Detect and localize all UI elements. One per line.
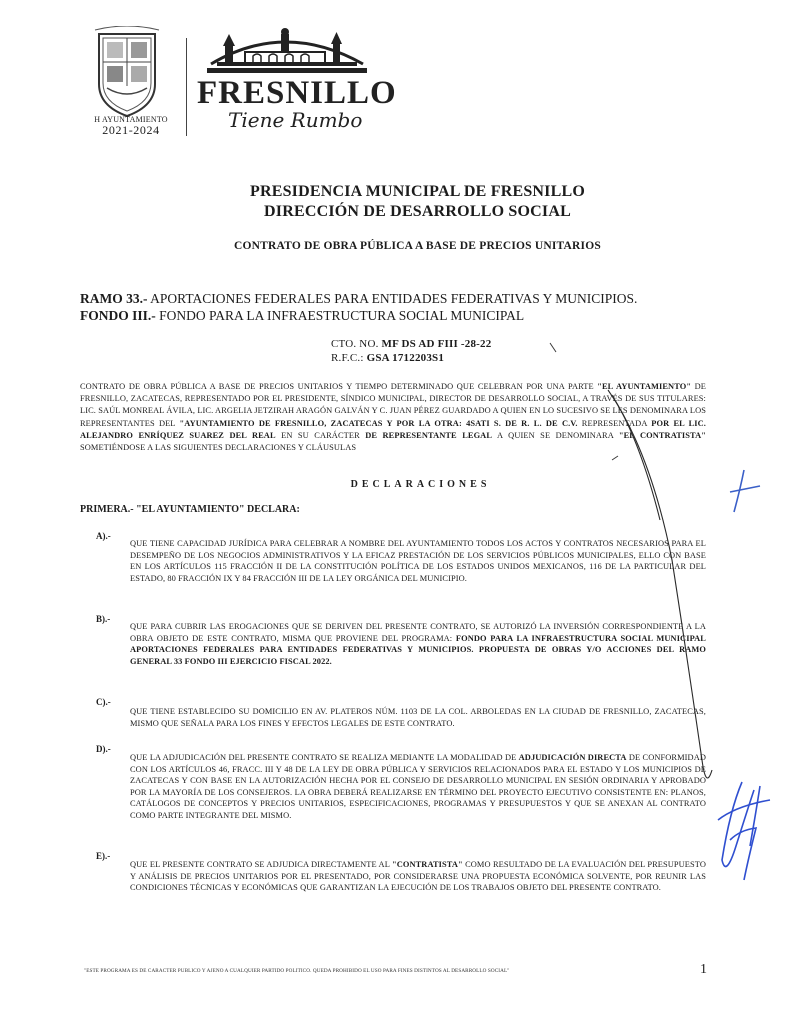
item-d-letter: D).- <box>96 744 111 754</box>
intro-bold-1: "EL AYUNTAMIENTO" <box>597 382 692 391</box>
title-line-2: DIRECCIÓN DE DESARROLLO SOCIAL <box>264 203 571 220</box>
item-d-plain-1: QUE LA ADJUDICACIÓN DEL PRESENTE CONTRATO SE REALIZA MEDIANTE LA MODALIDAD DE <box>130 753 519 762</box>
signature-blue-top <box>730 470 760 512</box>
item-e-plain-1: QUE EL PRESENTE CONTRATO SE ADJUDICA DIRECTAMENTE AL <box>130 860 392 869</box>
item-b-letter: B).- <box>96 614 111 624</box>
item-e-letter: E).- <box>96 851 111 861</box>
item-b-bold: FONDO PARA LA INFRAESTRUCTURA SOCIAL MUNICIPAL APORTACIONES FEDERALES PARA ENTIDADES FEDERATIVAS Y MUNICIPIOS. PROPUESTA DE OBRAS Y/O ACCIONES DEL RAMO GENERAL 33 FONDO III EJERCICIO FISCAL 2022. <box>130 633 706 666</box>
item-e-text <box>130 859 706 894</box>
intro-paragraph <box>80 381 706 454</box>
contract-type-title: CONTRATO DE OBRA PÚBLICA A BASE DE PRECIOS UNITARIOS <box>234 240 601 252</box>
ayuntamiento-text: H AYUNTAMIENTO <box>94 115 168 124</box>
ramo-text: APORTACIONES FEDERALES PARA ENTIDADES FEDERATIVAS Y MUNICIPIOS. <box>147 291 638 306</box>
fondo-line <box>80 307 637 324</box>
intro-bold-4: DE REPRESENTANTE LEGAL <box>365 430 493 440</box>
item-b-text <box>130 621 706 667</box>
footer-disclaimer: "ESTE PROGRAMA ES DE CARACTER PUBLICO Y AJENO A CUALQUIER PARTIDO POLITICO. QUEDA PROHIBIDO EL USO PARA FINES DISTINTOS AL DESARROLLO SOCIAL" <box>84 968 510 974</box>
contract-rfc <box>331 351 491 365</box>
signature-blue-bottom <box>718 782 770 880</box>
intro-text-1: CONTRATO DE OBRA PÚBLICA A BASE DE PRECIOS UNITARIOS Y TIEMPO DETERMINADO QUE CELEBRAN POR UNA PARTE <box>80 382 598 391</box>
ramo-line <box>80 290 637 307</box>
intro-text-4: EN SU CARÁCTER <box>275 430 366 440</box>
intro-bold-2: "AYUNTAMIENTO DE FRESNILLO, ZACATECAS Y POR LA OTRA: 4SATI S. DE R. L. DE C.V. <box>179 418 578 428</box>
ramo-label: RAMO 33.- <box>80 291 148 306</box>
item-a-letter: A).- <box>96 531 111 541</box>
intro-text-5: A QUIEN SE DENOMINARA <box>492 430 619 440</box>
header-divider <box>186 38 187 136</box>
contract-number <box>331 337 491 351</box>
rfc-value: GSA 1712203S1 <box>366 352 445 364</box>
rfc-label: R.F.C.: <box>331 352 367 364</box>
fondo-text: FONDO PARA LA INFRAESTRUCTURA SOCIAL MUNICIPAL <box>155 308 525 323</box>
item-d-text <box>130 752 706 822</box>
intro-text-6: SOMETIÉNDOSE A LAS SIGUIENTES DECLARACIONES Y CLÁUSULAS <box>80 443 357 453</box>
ramo-block <box>80 290 637 324</box>
ayuntamiento-years: 2021-2024 <box>102 123 160 137</box>
page-number: 1 <box>700 962 707 977</box>
brand-name: FRESNILLO <box>197 75 397 111</box>
intro-text-2: DE FRESNILLO, ZACATECAS, REPRESENTADO POR EL PRESIDENTE, SÍNDICO MUNICIPAL, DIRECTOR DE DESARROLLO SOCIAL, A TRAVÉS DE SUS TITULARES: LIC. SAÚL MONREAL ÁVILA, LIC. ARGELIA JETZIRAH ARAGÓN GALVÁN Y C. JUAN PÉREZ GUARDADO A QUIEN EN LO SUCESIVO SE LES DENOMINARA LOS REPRESENTANTES DEL <box>80 382 706 428</box>
title-line-1: PRESIDENCIA MUNICIPAL DE FRESNILLO <box>249 183 585 200</box>
item-c-letter: C).- <box>96 697 111 707</box>
intro-text-3: REPRESENTADA <box>577 418 652 428</box>
primera-heading: PRIMERA.- "EL AYUNTAMIENTO" DECLARA: <box>80 504 300 515</box>
item-e-plain-2: COMO RESULTADO DE LA EVALUACIÓN DEL PRESUPUESTO Y ANÁLISIS DE PRECIOS UNITARIOS POR EL PRESENTADO, POR CONSIDERARSE UNA PROPUESTA ECONÓMICA SOLVENTE, POR REUNIR LAS CONDICIONES TÉCNICAS Y ECONÓMICAS QUE GARANTIZAN LA EJECUCIÓN DE LOS TRABAJOS OBJETO DEL PRESENTE CONTRATO. <box>130 860 706 893</box>
contract-ids <box>331 337 491 365</box>
cto-value: MF DS AD FIII -28-22 <box>381 338 492 350</box>
intro-bold-5: "EL CONTRATISTA" <box>618 430 706 440</box>
ayuntamiento-label <box>78 115 184 136</box>
cto-label: CTO. NO. <box>331 338 382 350</box>
fondo-label: FONDO III.- <box>80 308 156 323</box>
item-e-bold: "CONTRATISTA" <box>391 860 463 869</box>
brand-slogan: Tiene Rumbo <box>228 108 363 132</box>
item-d-plain-2: DE CONFORMIDAD CON LOS ARTÍCULOS 46, FRACC. III Y 48 DE LA LEY DE OBRA PÚBLICA Y SERVICIOS RELACIONADOS PARA EL ESTADO Y LOS MUNICIPIOS DE ZACATECAS Y CON BASE EN LA AUTORIZACIÓN HECHA POR EL CONSEJO DE DESARROLLO MUNICIPAL EN SESIÓN ORDINARIA Y APROBADO POR LA MAYORÍA DE LOS CONSEJEROS. LA OBRA DEBERÁ REALIZARSE EN TÉRMINO DEL PROYECTO EJECUTIVO CONSISTENTE EN: PLANOS, CATÁLOGOS DE CONCEPTOS Y PRECIOS UNITARIOS, ESPECIFICACIONES, PROGRAMAS Y PRESUPUESTOS Y QUE SE ANEXAN AL CONTRATO COMO PARTE INTEGRANTE DEL MISMO. <box>130 753 706 820</box>
municipal-seal-icon <box>93 26 161 118</box>
fresnillo-skyline-icon <box>205 24 368 80</box>
item-a-text: QUE TIENE CAPACIDAD JURÍDICA PARA CELEBRAR A NOMBRE DEL AYUNTAMIENTO TODOS LOS ACTOS Y CONTRATOS NECESARIOS PARA EL DESEMPEÑO DE LOS NEGOCIOS ADMINISTRATIVOS Y LA EFICAZ PRESTACIÓN DE LOS SERVICIOS PÚBLICOS MUNICIPALES, ELLO CON BASE EN LOS ARTÍCULOS 115 FRACCIÓN II DE LA CONSTITUCIÓN POLÍTICA DE LOS ESTADOS UNIDOS MEXICANOS, 116 DE LA PARTICULAR DEL ESTADO, 80 FRACCIÓN IX Y 84 FRACCIÓN III DE LA LEY ORGÁNICA DEL MUNICIPIO. <box>130 539 706 583</box>
item-d-bold: ADJUDICACIÓN DIRECTA <box>518 753 627 762</box>
item-b-plain: QUE PARA CUBRIR LAS EROGACIONES QUE SE DERIVEN DEL PRESENTE CONTRATO, SE AUTORIZÓ LA INVERSIÓN CORRESPONDIENTE A LA OBRA OBJETO DE ESTE CONTRATO, MISMA QUE PROVIENE DEL PROGRAMA: <box>130 622 706 643</box>
declaraciones-heading: DECLARACIONES <box>350 479 491 490</box>
item-c-text: QUE TIENE ESTABLECIDO SU DOMICILIO EN AV. PLATEROS NÚM. 1103 DE LA COL. ARBOLEDAS EN LA CIUDAD DE FRESNILLO, ZACATECAS, MISMO QUE SEÑALA PARA LOS FINES Y EFECTOS LEGALES DE ESTE CONTRATO. <box>130 707 706 728</box>
intro-bold-3: POR EL LIC. ALEJANDRO ENRÍQUEZ SUAREZ DEL REAL <box>80 418 706 440</box>
